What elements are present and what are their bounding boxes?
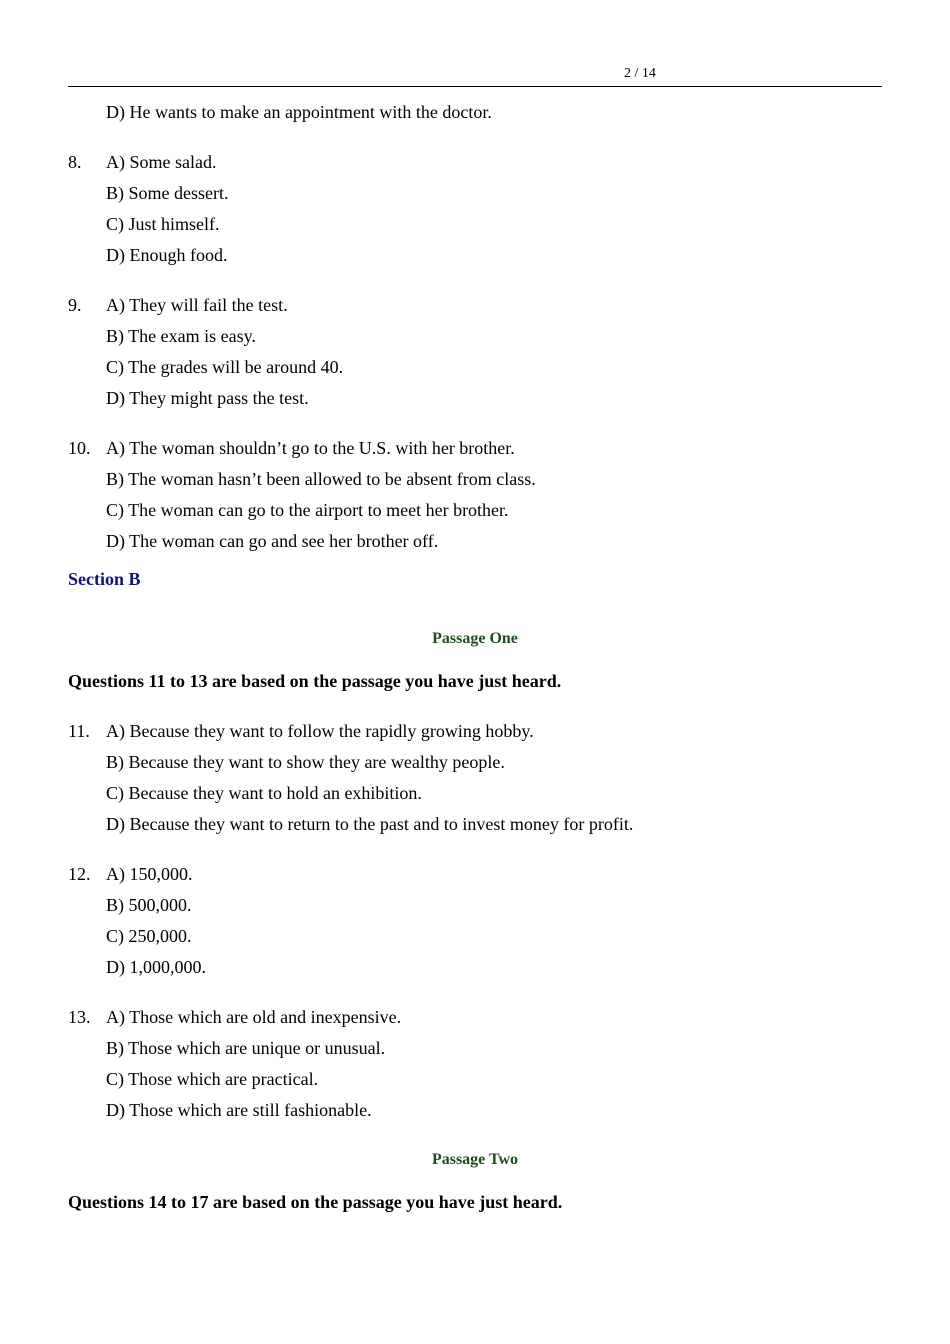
question-8-option-d: D) Enough food.	[106, 245, 228, 265]
passage-one-title: Passage One	[432, 630, 518, 647]
question-11-option-b: B) Because they want to show they are wealthy people.	[106, 752, 505, 772]
question-10-option-a: A) The woman shouldn’t go to the U.S. with her brother.	[106, 438, 515, 458]
question-13-number: 13.	[68, 1007, 91, 1027]
section-b-heading: Section B	[68, 569, 141, 589]
question-8-option-b: B) Some dessert.	[106, 183, 229, 203]
question-12-option-c: C) 250,000.	[106, 926, 192, 946]
page-number: 2 / 14	[624, 66, 656, 81]
question-7-option-d: D) He wants to make an appointment with the doctor.	[106, 102, 492, 122]
question-12-number: 12.	[68, 864, 91, 884]
question-13-option-b: B) Those which are unique or unusual.	[106, 1038, 386, 1058]
question-11-option-a: A) Because they want to follow the rapidly growing hobby.	[106, 721, 534, 741]
question-9-option-a: A) They will fail the test.	[106, 295, 288, 315]
question-8-number: 8.	[68, 152, 82, 172]
question-11-option-d: D) Because they want to return to the past and to invest money for profit.	[106, 814, 634, 834]
question-12-option-d: D) 1,000,000.	[106, 957, 206, 977]
question-12-option-b: B) 500,000.	[106, 895, 192, 915]
passage-two-title: Passage Two	[431, 1151, 519, 1168]
question-9-option-d: D) They might pass the test.	[106, 388, 309, 408]
question-13-option-c: C) Those which are practical.	[106, 1069, 319, 1089]
question-9-option-b: B) The exam is easy.	[106, 326, 256, 346]
question-13-option-d: D) Those which are still fashionable.	[106, 1100, 372, 1120]
question-13-option-a: A) Those which are old and inexpensive.	[106, 1007, 402, 1027]
question-11-number: 11.	[68, 721, 90, 741]
question-10-number: 10.	[68, 438, 91, 458]
passage-one-instruction: Questions 11 to 13 are based on the passage you have just heard.	[68, 671, 562, 691]
question-8-option-c: C) Just himself.	[106, 214, 220, 234]
question-10-option-b: B) The woman hasn’t been allowed to be absent from class.	[106, 469, 536, 489]
question-9-number: 9.	[68, 295, 82, 315]
passage-two-instruction: Questions 14 to 17 are based on the passage you have just heard.	[68, 1192, 563, 1212]
page-header	[68, 66, 882, 87]
question-10-option-d: D) The woman can go and see her brother off.	[106, 531, 439, 551]
question-11-option-c: C) Because they want to hold an exhibition.	[106, 783, 422, 803]
question-9-option-c: C) The grades will be around 40.	[106, 357, 344, 377]
question-8-option-a: A) Some salad.	[106, 152, 217, 172]
question-12-option-a: A) 150,000.	[106, 864, 193, 884]
question-10-option-c: C) The woman can go to the airport to meet her brother.	[106, 500, 509, 520]
